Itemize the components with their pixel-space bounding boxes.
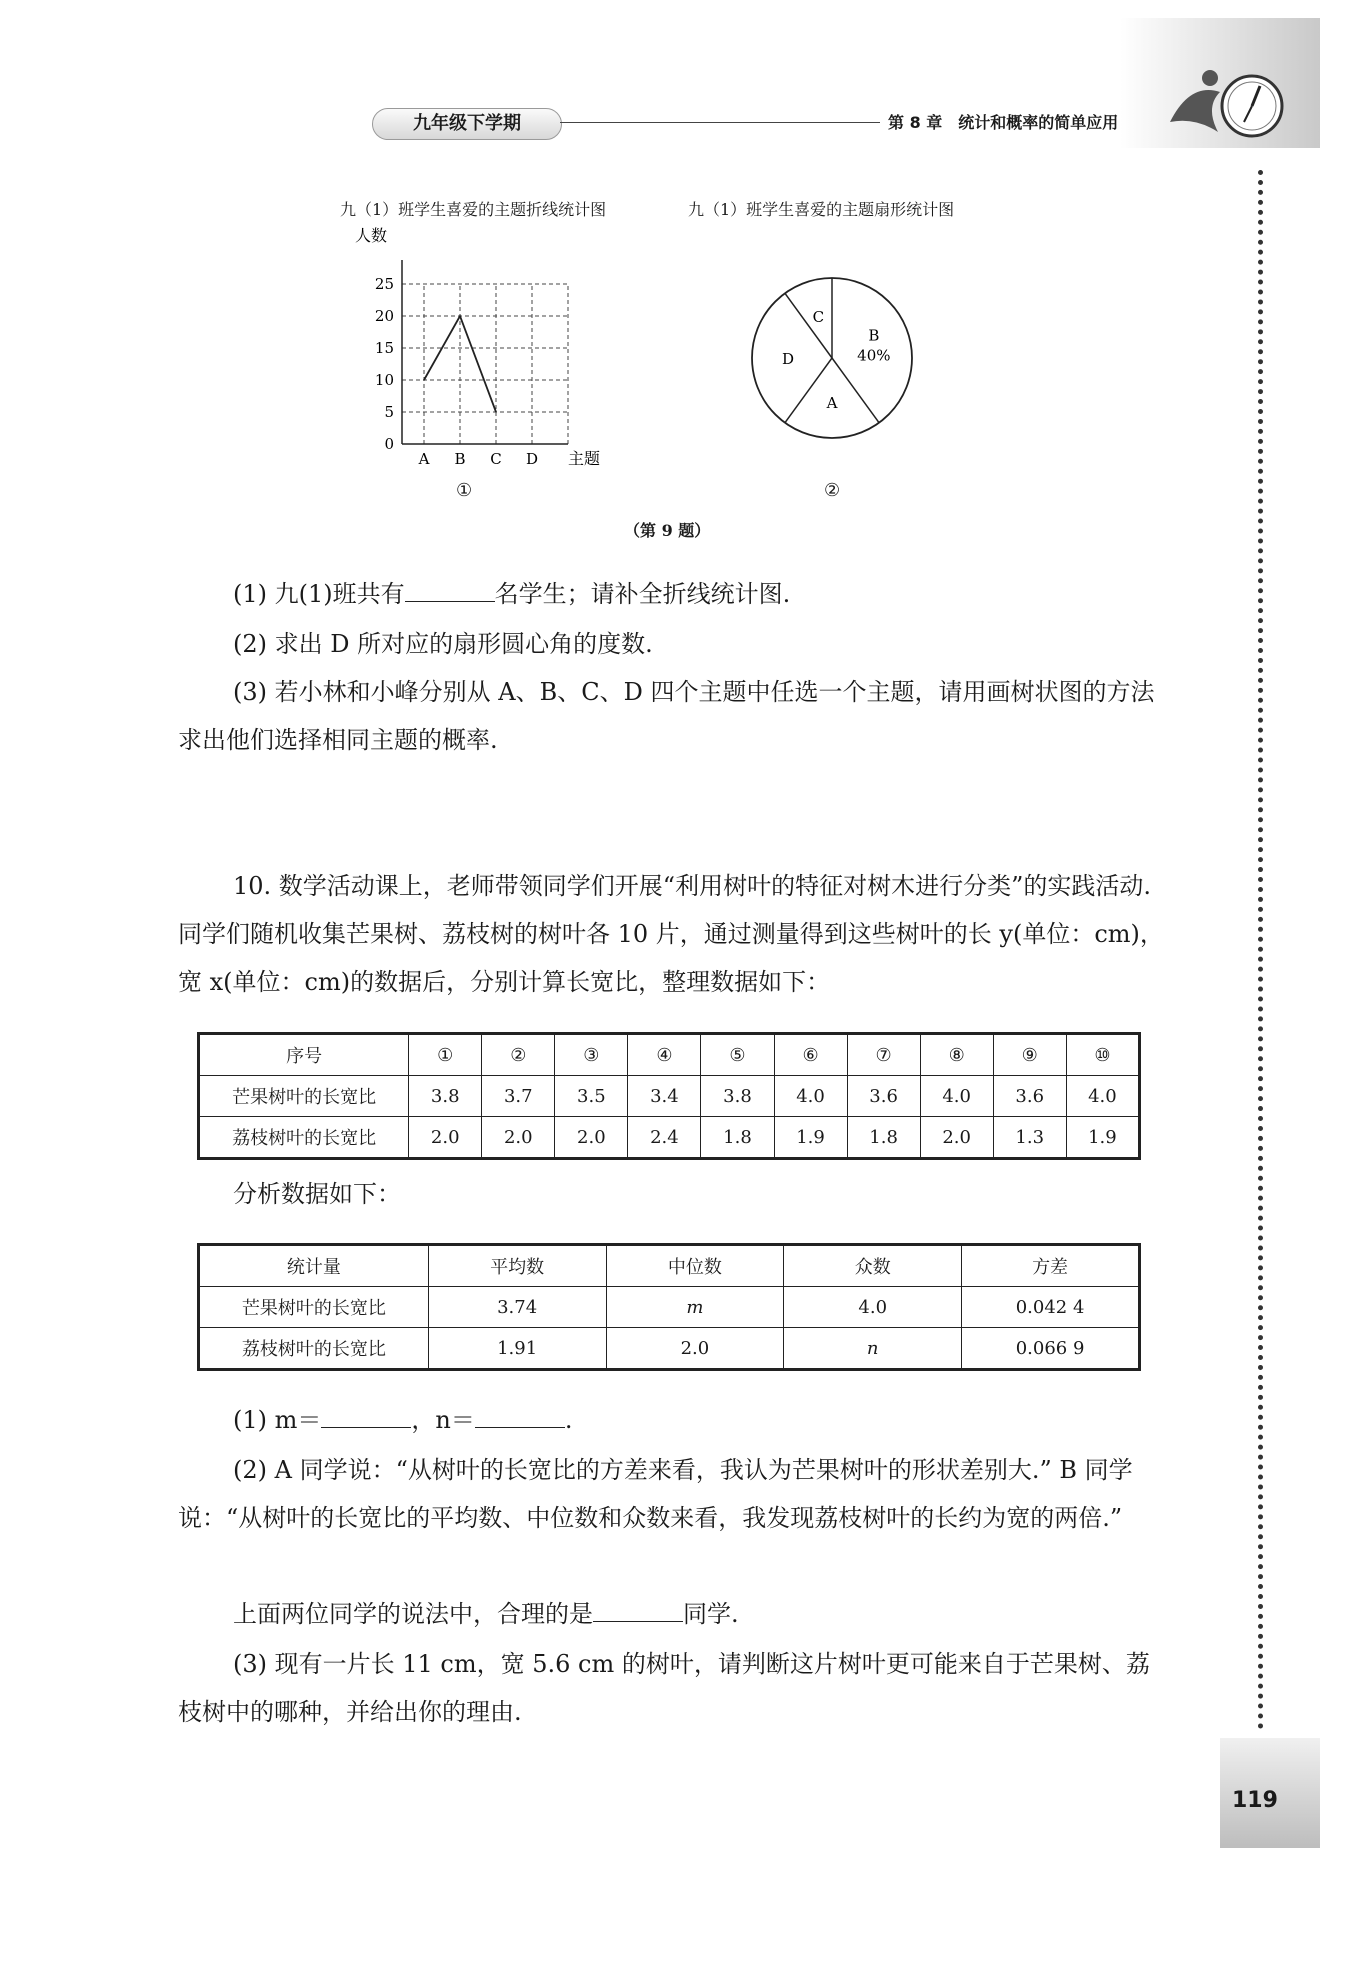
table-row xyxy=(199,1034,1140,1076)
figure-label-1: ① xyxy=(456,480,473,501)
table-cell: ⑩ xyxy=(1066,1034,1139,1076)
header-rule xyxy=(560,122,880,123)
table-cell: 中位数 xyxy=(606,1245,784,1287)
y-tick-label: 20 xyxy=(374,307,394,325)
table-cell: 3.74 xyxy=(428,1287,606,1328)
y-tick-label: 25 xyxy=(374,275,394,293)
table-cell: 2.0 xyxy=(482,1117,555,1159)
table-cell: n xyxy=(784,1328,962,1370)
table-cell: 荔枝树叶的长宽比 xyxy=(199,1328,429,1370)
q10-part1-end: . xyxy=(564,1406,573,1434)
table-cell: 2.0 xyxy=(409,1117,482,1159)
table-cell: ⑧ xyxy=(920,1034,993,1076)
figure-label-2: ② xyxy=(824,480,841,501)
q9-part1-text: (1) 九(1)班共有 xyxy=(233,580,405,608)
table-cell: 2.0 xyxy=(606,1328,784,1370)
pie-label: A xyxy=(826,394,838,412)
table-cell: 众数 xyxy=(784,1245,962,1287)
line-chart xyxy=(340,220,640,470)
page-header xyxy=(0,0,1350,160)
x-tick-label: C xyxy=(490,450,502,468)
y-tick-label: 10 xyxy=(374,371,394,389)
table-cell: ⑤ xyxy=(701,1034,774,1076)
page-number: 119 xyxy=(1232,1788,1278,1813)
q10-part1 xyxy=(178,1396,1168,1444)
table-cell: 3.5 xyxy=(555,1076,628,1117)
table-cell: 3.8 xyxy=(701,1076,774,1117)
x-tick-label: B xyxy=(454,450,466,468)
table-cell: 1.3 xyxy=(993,1117,1066,1159)
y-tick-label: 5 xyxy=(384,403,394,421)
table-cell: 统计量 xyxy=(199,1245,429,1287)
table-cell: 0.066 9 xyxy=(962,1328,1140,1370)
q9-part3: (3) 若小林和小峰分别从 A、B、C、D 四个主题中任选一个主题，请用画树状图的方法求出他们选择相同主题的概率. xyxy=(178,678,1155,754)
table-cell: 4.0 xyxy=(784,1287,962,1328)
table-cell: 3.7 xyxy=(482,1076,555,1117)
table-cell: 序号 xyxy=(199,1034,409,1076)
chapter-title: 第 8 章 统计和概率的简单应用 xyxy=(888,113,1119,132)
analysis-label: 分析数据如下： xyxy=(233,1180,401,1208)
statistics-table xyxy=(197,1243,1141,1371)
grade-label: 九年级下学期 xyxy=(372,108,562,140)
table-cell: 3.6 xyxy=(847,1076,920,1117)
table-cell: 1.8 xyxy=(847,1117,920,1159)
pie-slice-A xyxy=(832,358,879,423)
pie-label: B xyxy=(868,326,880,345)
q10-part2b xyxy=(178,1590,1168,1638)
x-axis-label: 主题 xyxy=(568,449,601,468)
chart-grid xyxy=(402,284,568,444)
table-cell: m xyxy=(606,1287,784,1328)
table-row xyxy=(199,1287,1140,1328)
y-tick-label: 0 xyxy=(384,435,394,453)
answer-blank-student[interactable] xyxy=(593,1599,683,1622)
answer-blank-m[interactable] xyxy=(321,1405,411,1428)
x-tick-label: A xyxy=(418,450,430,468)
pie-label: D xyxy=(781,350,795,368)
q10-intro: 10. 数学活动课上，老师带领同学们开展“利用树叶的特征对树木进行分类”的实践活动.同学们随机收集芒果树、荔枝树的树叶各 10 片，通过测量得到这些树叶的长 y(单位：cm)，宽 x(单位：cm)的数据后，分别计算长宽比，整理数据如下： xyxy=(178,872,1164,996)
table-row xyxy=(199,1245,1140,1287)
table-cell: 芒果树叶的长宽比 xyxy=(199,1287,429,1328)
margin-dotted-line xyxy=(1258,170,1263,1730)
table-cell: 芒果树叶的长宽比 xyxy=(199,1076,409,1117)
q10-part2: (2) A 同学说：“从树叶的长宽比的方差来看，我认为芒果树叶的形状差别大.” B 同学说：“从树叶的长宽比的平均数、中位数和众数来看，我发现荔枝树叶的长约为宽的两倍.” xyxy=(178,1456,1133,1532)
table-cell: ① xyxy=(409,1034,482,1076)
q10-part1-m: (1) m＝ xyxy=(233,1406,322,1434)
table-row xyxy=(199,1117,1140,1159)
table-cell: 4.0 xyxy=(1066,1076,1139,1117)
q9-part1 xyxy=(178,570,1168,618)
pie-chart-title: 九（1）班学生喜爱的主题扇形统计图 xyxy=(688,200,955,219)
table-row xyxy=(199,1328,1140,1370)
table-cell: 1.91 xyxy=(428,1328,606,1370)
q9-part2: (2) 求出 D 所对应的扇形圆心角的度数. xyxy=(233,630,653,658)
table-cell: ⑦ xyxy=(847,1034,920,1076)
table-row xyxy=(199,1076,1140,1117)
table-cell: 2.0 xyxy=(920,1117,993,1159)
table-cell: 2.4 xyxy=(628,1117,701,1159)
table-cell: 平均数 xyxy=(428,1245,606,1287)
table-cell: ③ xyxy=(555,1034,628,1076)
q10-part3: (3) 现有一片长 11 cm，宽 5.6 cm 的树叶，请判断这片树叶更可能来自于芒果树、荔枝树中的哪种，并给出你的理由. xyxy=(178,1650,1150,1726)
answer-blank[interactable] xyxy=(405,579,495,602)
table-cell: ② xyxy=(482,1034,555,1076)
answer-blank-n[interactable] xyxy=(475,1405,565,1428)
table-cell: 荔枝树叶的长宽比 xyxy=(199,1117,409,1159)
table-cell: 方差 xyxy=(962,1245,1140,1287)
y-tick-label: 15 xyxy=(374,339,394,357)
q10-part2b-end: 同学. xyxy=(683,1600,739,1628)
pie-value-label: 40% xyxy=(857,346,891,365)
pie-chart xyxy=(740,270,930,450)
table-cell: ⑥ xyxy=(774,1034,847,1076)
q10-part2b-text: 上面两位同学的说法中，合理的是 xyxy=(233,1600,593,1628)
table-cell: 2.0 xyxy=(555,1117,628,1159)
table-cell: 4.0 xyxy=(920,1076,993,1117)
leaf-ratio-table xyxy=(197,1032,1141,1160)
table-cell: 3.4 xyxy=(628,1076,701,1117)
table-cell: 3.6 xyxy=(993,1076,1066,1117)
y-axis-label: 人数 xyxy=(355,226,388,245)
pie-slice-C xyxy=(785,293,832,358)
table-cell: 0.042 4 xyxy=(962,1287,1140,1328)
table-cell: ⑨ xyxy=(993,1034,1066,1076)
x-tick-label: D xyxy=(525,450,539,468)
q9-part1-text-b: 名学生；请补全折线统计图. xyxy=(494,580,791,608)
q10-part1-n: ，n＝ xyxy=(411,1406,475,1434)
pie-label: C xyxy=(812,308,825,327)
runner-clock-icon xyxy=(1160,62,1290,152)
table-cell: 1.9 xyxy=(774,1117,847,1159)
table-cell: ④ xyxy=(628,1034,701,1076)
table-cell: 1.9 xyxy=(1066,1117,1139,1159)
table-cell: 3.8 xyxy=(409,1076,482,1117)
line-chart-title: 九（1）班学生喜爱的主题折线统计图 xyxy=(340,200,607,219)
figure-caption: （第 9 题） xyxy=(624,521,711,540)
table-cell: 4.0 xyxy=(774,1076,847,1117)
table-cell: 1.8 xyxy=(701,1117,774,1159)
